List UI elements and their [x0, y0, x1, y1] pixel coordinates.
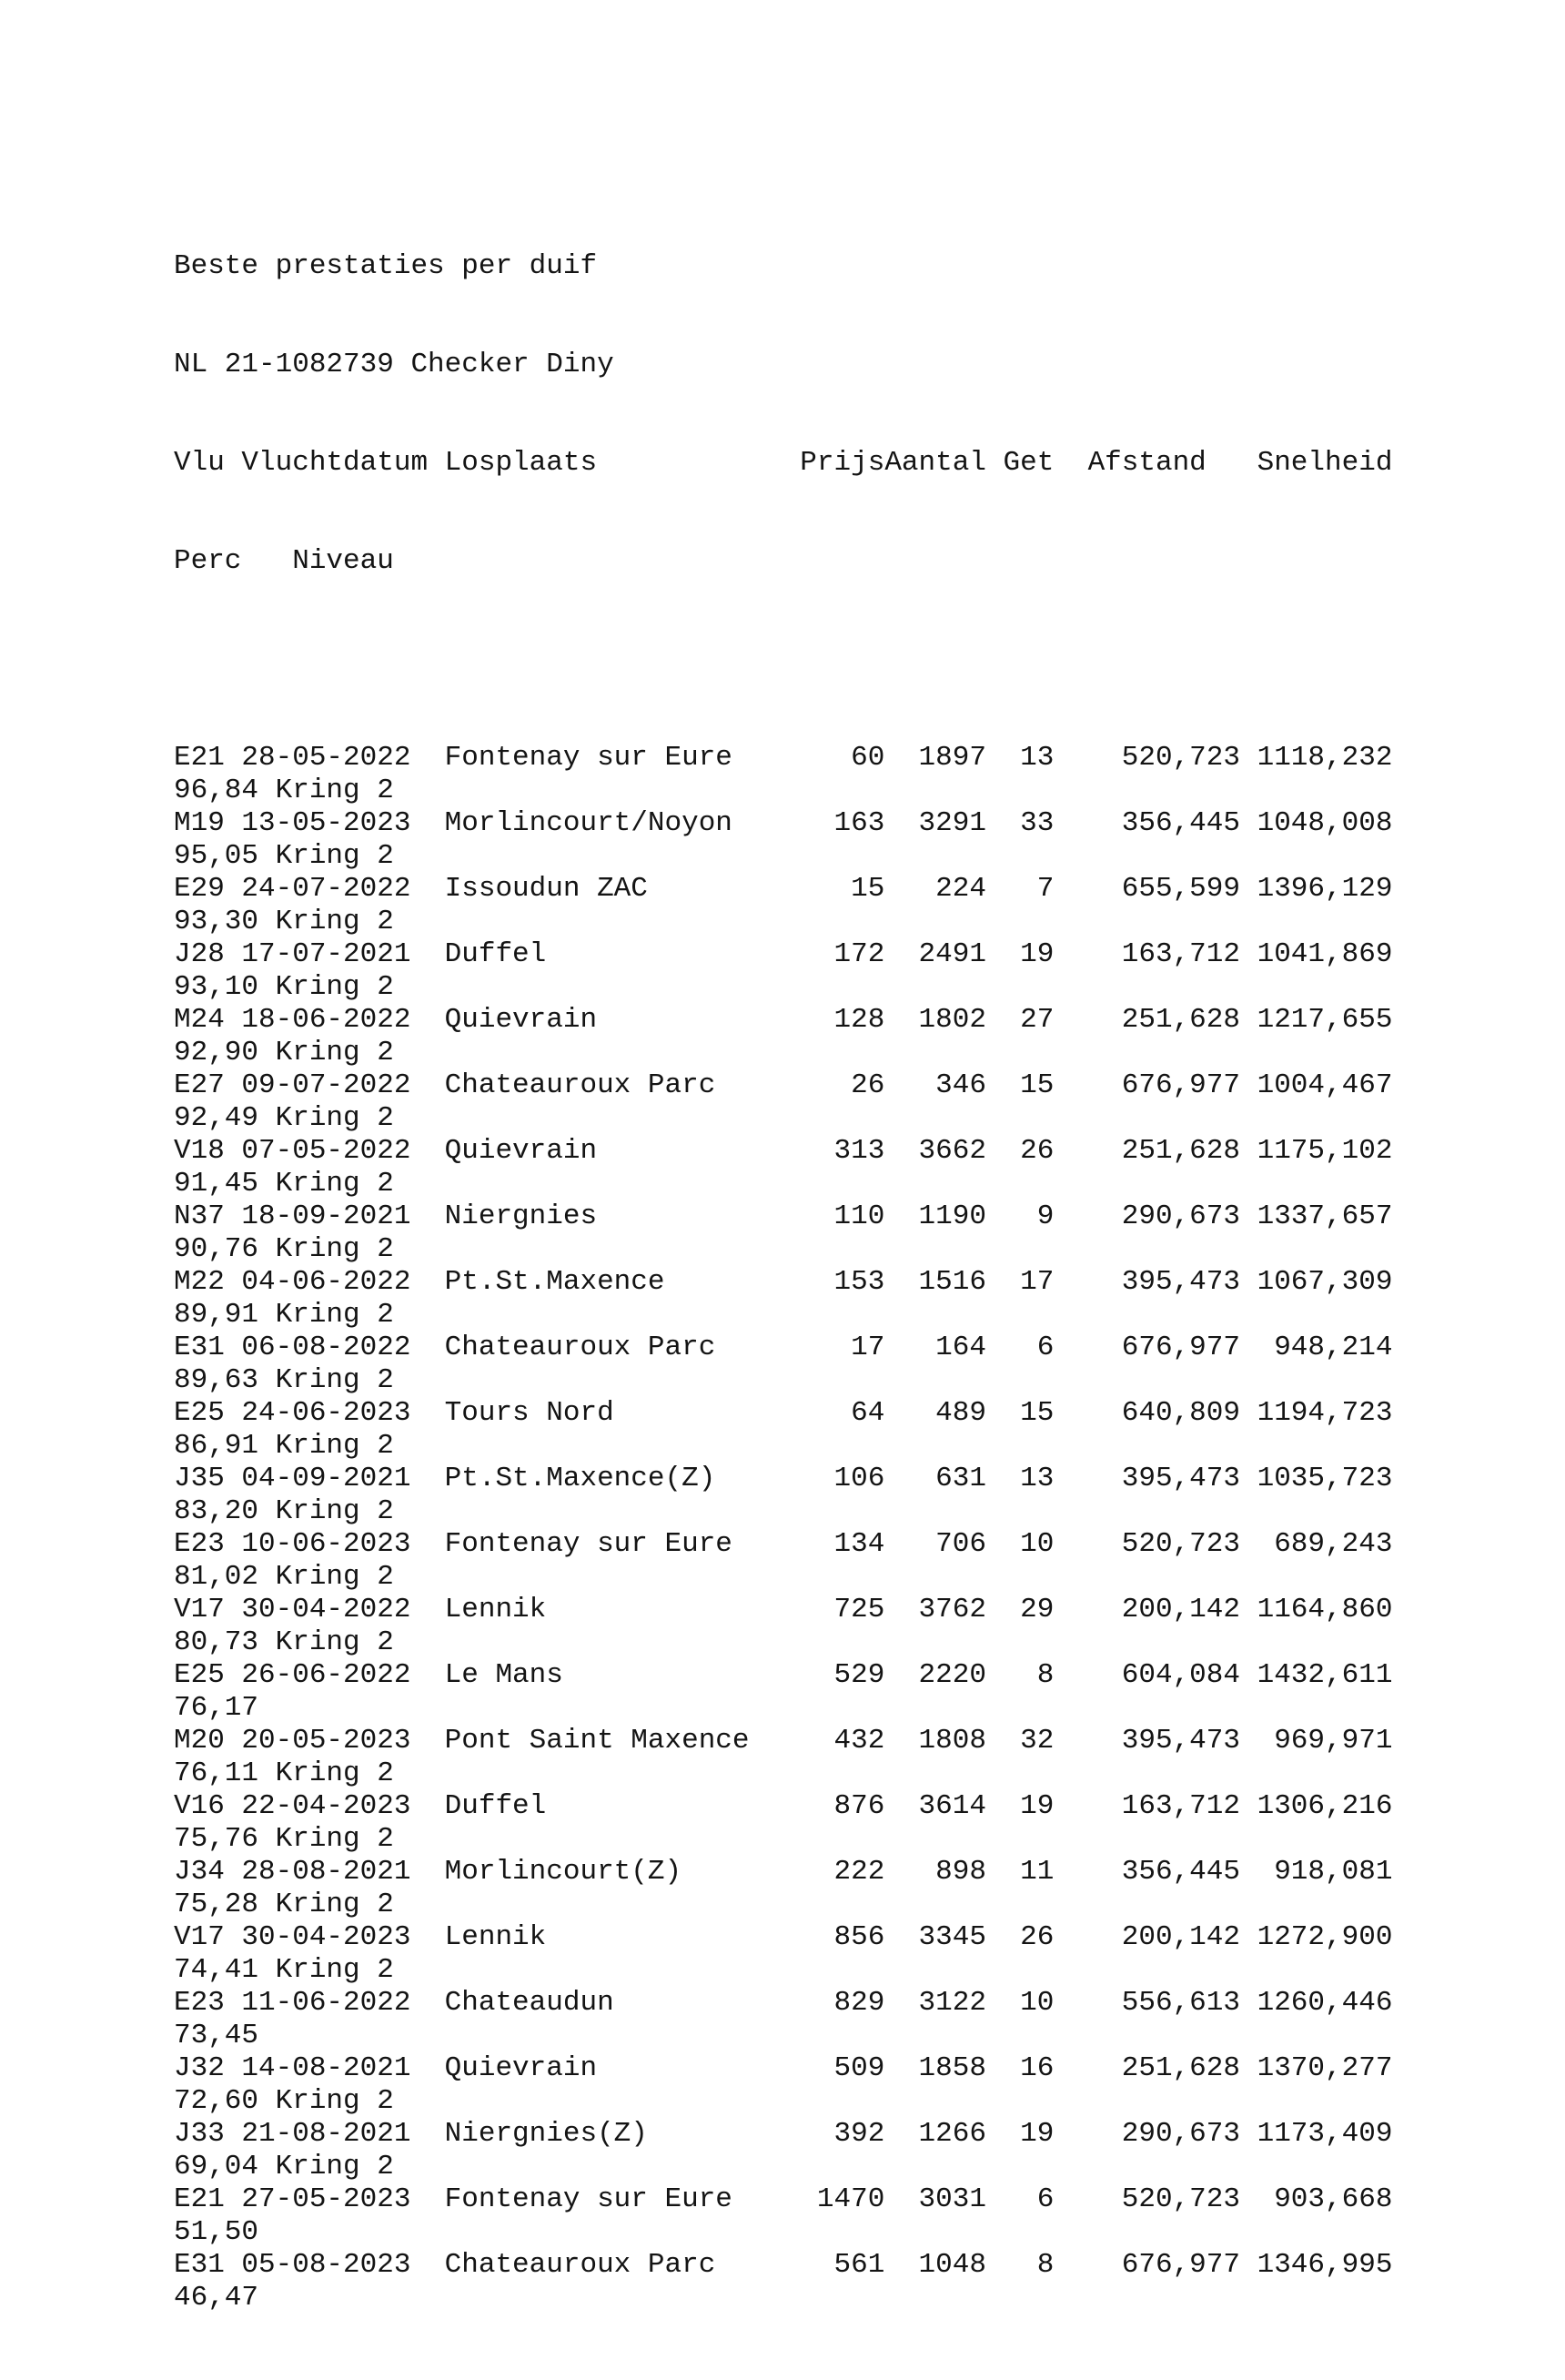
entry-main-line: E23 10-06-2023 Fontenay sur Eure 134 706 10 520,723 689,243	[174, 1528, 1393, 1560]
entry-main-line: E21 27-05-2023 Fontenay sur Eure 1470 3031 6 520,723 903,668	[174, 2183, 1393, 2215]
result-entry	[174, 1528, 1392, 1594]
performance-report	[174, 185, 1392, 2380]
entry-main-line: N37 18-09-2021 Niergnies 110 1190 9 290,673 1337,657	[174, 1200, 1393, 1232]
result-entry	[174, 1921, 1392, 1987]
result-entry	[174, 873, 1392, 938]
entry-perc-niveau-line: 93,30 Kring 2	[174, 906, 394, 937]
result-entry	[174, 1594, 1392, 1659]
result-entry	[174, 2183, 1392, 2249]
entry-main-line: J33 21-08-2021 Niergnies(Z) 392 1266 19 290,673 1173,409	[174, 2118, 1393, 2150]
results-list	[174, 742, 1392, 2314]
entry-perc-niveau-line: 90,76 Kring 2	[174, 1233, 394, 1265]
entry-main-line: V17 30-04-2022 Lennik 725 3762 29 200,142 1164,860	[174, 1594, 1393, 1625]
result-entry	[174, 1856, 1392, 1921]
entry-perc-niveau-line: 46,47	[174, 2282, 259, 2314]
entry-main-line: V16 22-04-2023 Duffel 876 3614 19 163,712 1306,216	[174, 1790, 1393, 1822]
result-entry	[174, 2118, 1392, 2183]
result-entry	[174, 2052, 1392, 2118]
entry-perc-niveau-line: 81,02 Kring 2	[174, 1561, 394, 1593]
entry-perc-niveau-line: 73,45	[174, 2020, 259, 2051]
entry-main-line: J32 14-08-2021 Quievrain 509 1858 16 251,628 1370,277	[174, 2052, 1393, 2084]
result-entry	[174, 742, 1392, 807]
entry-main-line: M20 20-05-2023 Pont Saint Maxence 432 1808 32 395,473 969,971	[174, 1725, 1393, 1757]
entry-main-line: V18 07-05-2022 Quievrain 313 3662 26 251,628 1175,102	[174, 1135, 1393, 1167]
entry-perc-niveau-line: 69,04 Kring 2	[174, 2151, 394, 2183]
entry-main-line: J34 28-08-2021 Morlincourt(Z) 222 898 11 356,445 918,081	[174, 1856, 1393, 1888]
entry-perc-niveau-line: 76,11 Kring 2	[174, 1757, 394, 1789]
table-header-line-2: Perc Niveau	[174, 545, 394, 577]
entry-main-line: E21 28-05-2022 Fontenay sur Eure 60 1897 13 520,723 1118,232	[174, 742, 1393, 774]
result-entry	[174, 938, 1392, 1004]
entry-perc-niveau-line: 75,28 Kring 2	[174, 1889, 394, 1920]
result-entry	[174, 1725, 1392, 1790]
entry-main-line: E31 06-08-2022 Chateauroux Parc 17 164 6 676,977 948,214	[174, 1332, 1393, 1363]
entry-main-line: M19 13-05-2023 Morlincourt/Noyon 163 3291 33 356,445 1048,008	[174, 807, 1393, 839]
entry-perc-niveau-line: 95,05 Kring 2	[174, 840, 394, 872]
entry-main-line: E29 24-07-2022 Issoudun ZAC 15 224 7 655,599 1396,129	[174, 873, 1393, 905]
entry-main-line: E25 24-06-2023 Tours Nord 64 489 15 640,809 1194,723	[174, 1397, 1393, 1429]
result-entry	[174, 1987, 1392, 2052]
entry-perc-niveau-line: 92,49 Kring 2	[174, 1102, 394, 1134]
result-entry	[174, 1004, 1392, 1069]
entry-main-line: V17 30-04-2023 Lennik 856 3345 26 200,142 1272,900	[174, 1921, 1393, 1953]
entry-perc-niveau-line: 86,91 Kring 2	[174, 1430, 394, 1462]
result-entry	[174, 807, 1392, 873]
entry-perc-niveau-line: 80,73 Kring 2	[174, 1626, 394, 1658]
entry-main-line: M24 18-06-2022 Quievrain 128 1802 27 251,628 1217,655	[174, 1004, 1393, 1036]
result-entry	[174, 1463, 1392, 1528]
entry-perc-niveau-line: 83,20 Kring 2	[174, 1495, 394, 1527]
entry-perc-niveau-line: 74,41 Kring 2	[174, 1954, 394, 1986]
report-title: Beste prestaties per duif	[174, 250, 598, 282]
entry-perc-niveau-line: 96,84 Kring 2	[174, 775, 394, 806]
result-entry	[174, 1069, 1392, 1135]
entry-main-line: E25 26-06-2022 Le Mans 529 2220 8 604,084 1432,611	[174, 1659, 1393, 1691]
entry-perc-niveau-line: 76,17	[174, 1692, 259, 1724]
result-entry	[174, 2249, 1392, 2314]
result-entry	[174, 1332, 1392, 1397]
table-header-line-1: Vlu Vluchtdatum Losplaats PrijsAantal Get Afstand Snelheid	[174, 447, 1393, 479]
entry-perc-niveau-line: 72,60 Kring 2	[174, 2085, 394, 2117]
entry-perc-niveau-line: 89,63 Kring 2	[174, 1364, 394, 1396]
result-entry	[174, 1397, 1392, 1463]
entry-perc-niveau-line: 51,50	[174, 2216, 259, 2248]
entry-perc-niveau-line: 91,45 Kring 2	[174, 1168, 394, 1200]
result-entry	[174, 1266, 1392, 1332]
entry-perc-niveau-line: 93,10 Kring 2	[174, 971, 394, 1003]
entry-perc-niveau-line: 75,76 Kring 2	[174, 1823, 394, 1855]
entry-main-line: M22 04-06-2022 Pt.St.Maxence 153 1516 17 395,473 1067,309	[174, 1266, 1393, 1298]
pigeon-id: NL 21-1082739 Checker Diny	[174, 349, 614, 380]
result-entry	[174, 1200, 1392, 1266]
entry-perc-niveau-line: 89,91 Kring 2	[174, 1299, 394, 1331]
blank-line	[174, 643, 1392, 676]
entry-main-line: E27 09-07-2022 Chateauroux Parc 26 346 15 676,977 1004,467	[174, 1069, 1393, 1101]
entry-main-line: E23 11-06-2022 Chateaudun 829 3122 10 556,613 1260,446	[174, 1987, 1393, 2019]
entry-main-line: E31 05-08-2023 Chateauroux Parc 561 1048 8 676,977 1346,995	[174, 2249, 1393, 2281]
entry-main-line: J35 04-09-2021 Pt.St.Maxence(Z) 106 631 13 395,473 1035,723	[174, 1463, 1393, 1494]
result-entry	[174, 1659, 1392, 1725]
entry-perc-niveau-line: 92,90 Kring 2	[174, 1037, 394, 1068]
result-entry	[174, 1790, 1392, 1856]
entry-main-line: J28 17-07-2021 Duffel 172 2491 19 163,712 1041,869	[174, 938, 1393, 970]
result-entry	[174, 1135, 1392, 1200]
